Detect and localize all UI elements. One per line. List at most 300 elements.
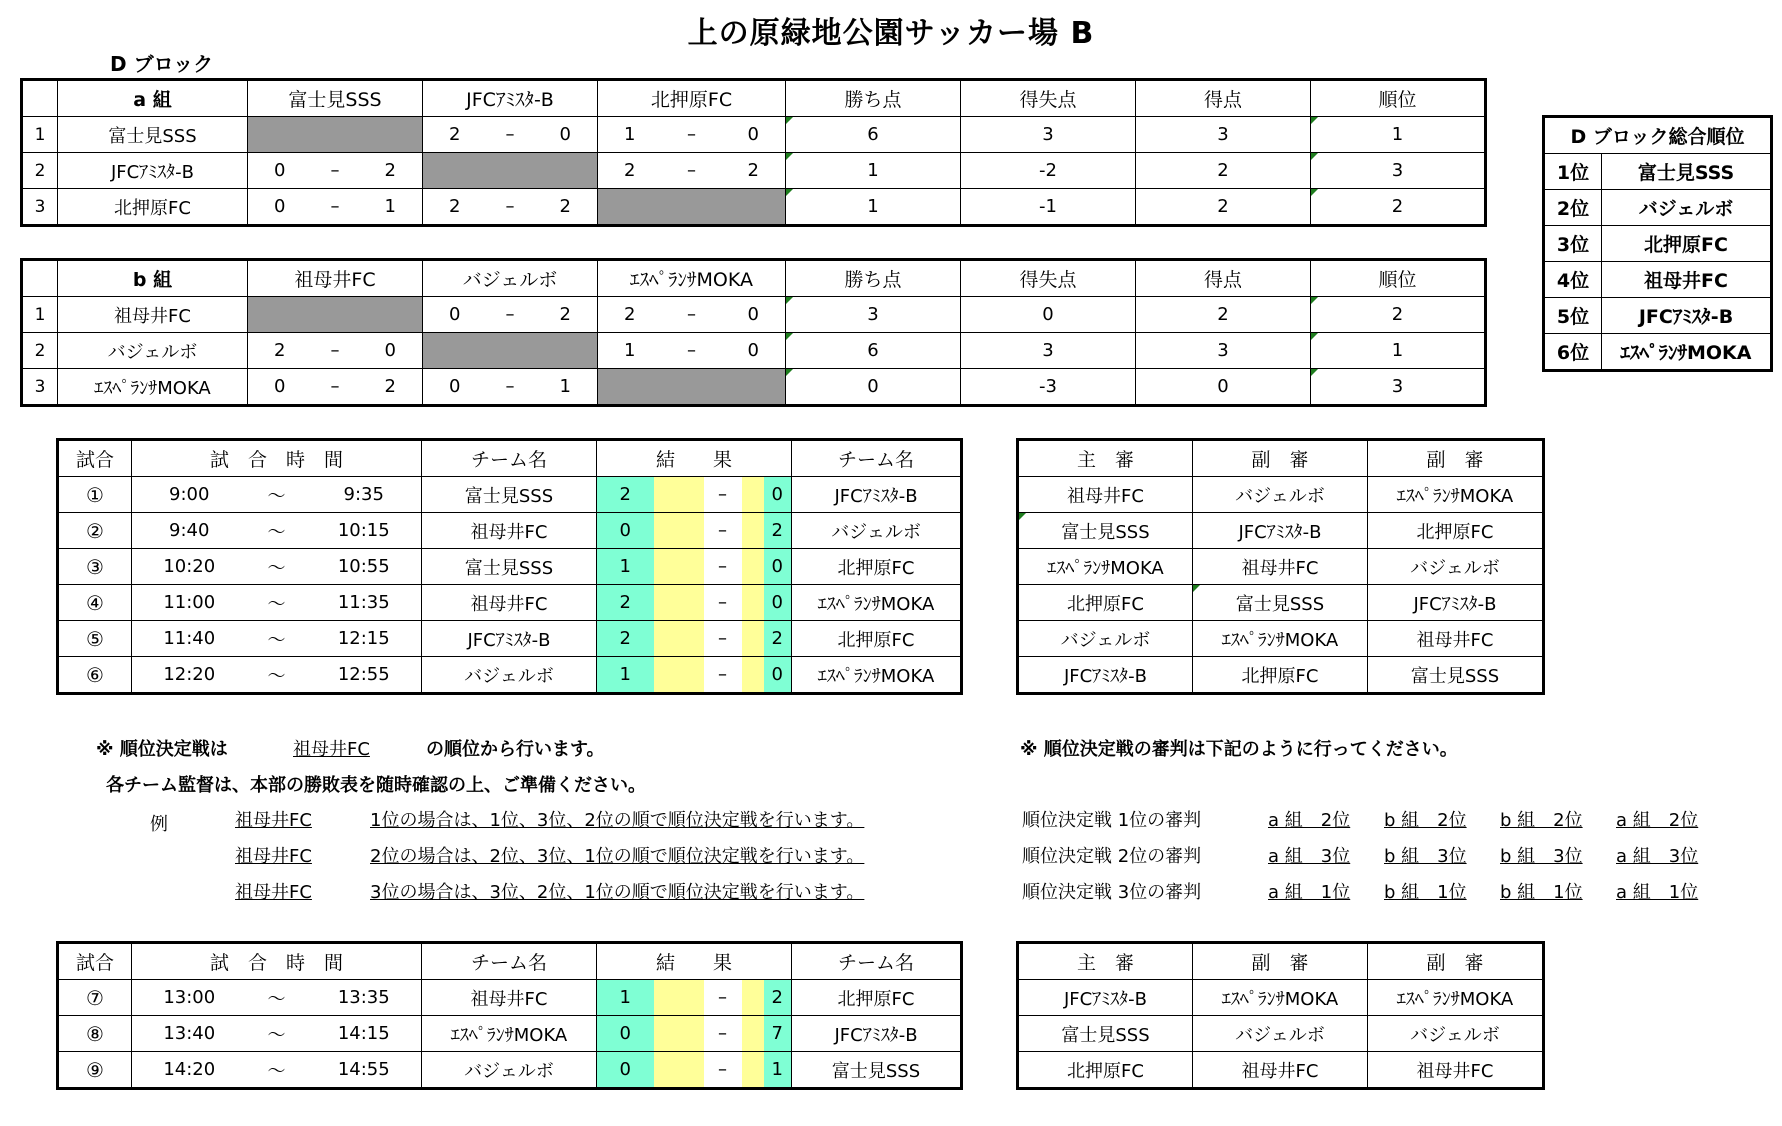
group-row <box>22 189 1486 226</box>
game-number: ⑤ <box>58 621 132 657</box>
end-time: 14:15 <box>307 1016 422 1052</box>
col-header: 得点 <box>1136 80 1311 117</box>
team-header: チーム名 <box>792 943 962 980</box>
sub-ref-header: 副 審 <box>1368 440 1544 477</box>
referee-assign-value: a 組 2位 <box>1268 810 1351 831</box>
main-referee: 祖母井FC <box>1018 477 1193 513</box>
start-time: 9:00 <box>132 477 247 513</box>
score-gap <box>654 657 704 694</box>
away-score-value: 0 <box>771 484 783 505</box>
away-score-value: 0 <box>771 592 783 613</box>
score-part: 2 <box>624 304 636 325</box>
ranking-note-team: 祖母井FC <box>293 739 370 760</box>
score-part: 2 <box>384 376 396 397</box>
main-referee: 富士見SSS <box>1018 513 1193 549</box>
score <box>423 196 597 217</box>
score <box>423 124 597 145</box>
score-part: 0 <box>449 376 461 397</box>
referee-row <box>1018 980 1544 1016</box>
referee-assign-label: 順位決定戦 1位の審判 <box>1022 810 1202 831</box>
main-referee: バジェルボ <box>1018 621 1193 657</box>
result-cell <box>248 369 423 406</box>
match-row <box>58 1016 962 1052</box>
col-header: ｴｽﾍﾟﾗﾝｻMOKA <box>598 260 786 297</box>
score-gap <box>654 980 704 1016</box>
home-team: 祖母井FC <box>422 513 597 549</box>
home-score: 2 <box>597 477 654 513</box>
home-score: 0 <box>597 1016 654 1052</box>
score-gap <box>654 1016 704 1052</box>
col-header: 順位 <box>1311 80 1486 117</box>
away-score-value: 2 <box>771 520 783 541</box>
match-row <box>58 657 962 694</box>
sub-referee: 祖母井FC <box>1193 549 1368 585</box>
goals: 0 <box>1136 369 1311 406</box>
score-part: 1 <box>384 196 396 217</box>
score-gap <box>654 513 704 549</box>
points: 1 <box>786 189 961 226</box>
referee-row <box>1018 585 1544 621</box>
score-part: 0 <box>274 160 286 181</box>
result-cell <box>598 333 786 369</box>
sub-referee: ｴｽﾍﾟﾗﾝｻMOKA <box>1368 477 1544 513</box>
rank: 2 <box>1311 297 1486 333</box>
sub-referee: 富士見SSS <box>1193 585 1368 621</box>
match-table-2 <box>56 941 963 1090</box>
score-dash: – <box>704 585 742 621</box>
away-score-value: 0 <box>771 664 783 685</box>
referee-assign-value: a 組 3位 <box>1616 846 1699 867</box>
example-label: 例 <box>150 814 168 835</box>
game-number: ④ <box>58 585 132 621</box>
sub-referee: バジェルボ <box>1368 549 1544 585</box>
row-number: 3 <box>22 189 58 226</box>
score-part: 2 <box>559 196 571 217</box>
ranking-note-suffix: の順位から行います。 <box>426 739 605 760</box>
away-score-value: 7 <box>771 1023 783 1044</box>
score-part: 0 <box>274 376 286 397</box>
match-row <box>58 549 962 585</box>
self-cell <box>248 297 423 333</box>
group-b-label: b 組 <box>58 260 248 297</box>
start-time: 11:00 <box>132 585 247 621</box>
referee-assign-value: b 組 3位 <box>1500 846 1583 867</box>
referee-table-2 <box>1016 941 1545 1090</box>
result-cell <box>248 153 423 189</box>
result-cell <box>598 117 786 153</box>
score-part: – <box>505 196 515 217</box>
away-team: ｴｽﾍﾟﾗﾝｻMOKA <box>792 585 962 621</box>
referee-row <box>1018 477 1544 513</box>
game-number: ② <box>58 513 132 549</box>
overall-team: 北押原FC <box>1602 226 1772 262</box>
self-cell <box>248 117 423 153</box>
start-time: 10:20 <box>132 549 247 585</box>
score-part: – <box>687 340 696 361</box>
sub-referee: ｴｽﾍﾟﾗﾝｻMOKA <box>1193 980 1368 1016</box>
page-title: 上の原緑地公園サッカー場 B <box>687 16 1095 51</box>
time-header: 試 合 時 間 <box>132 943 422 980</box>
away-team: 富士見SSS <box>792 1052 962 1089</box>
score <box>248 160 422 181</box>
ranking-note-prefix: ※ 順位決定戦は <box>96 739 228 760</box>
referee-table-1 <box>1016 438 1545 695</box>
end-time: 9:35 <box>307 477 422 513</box>
home-team: JFCｱﾐｽﾀ-B <box>422 621 597 657</box>
home-score: 0 <box>597 1052 654 1089</box>
referee-assign-value: b 組 3位 <box>1384 846 1467 867</box>
overall-ranking-table <box>1542 115 1773 372</box>
team-header: チーム名 <box>422 943 597 980</box>
referee-assign-value: a 組 3位 <box>1268 846 1351 867</box>
row-number: 2 <box>22 153 58 189</box>
sub-ref-header: 副 審 <box>1193 440 1368 477</box>
points: 3 <box>786 297 961 333</box>
away-team: 北押原FC <box>792 980 962 1016</box>
result-cell <box>423 117 598 153</box>
group-row <box>22 297 1486 333</box>
score-part: – <box>330 340 340 361</box>
col-header: バジェルボ <box>423 260 598 297</box>
start-time: 13:40 <box>132 1016 247 1052</box>
score-part: – <box>687 124 696 145</box>
away-score-value: 1 <box>771 1059 783 1080</box>
row-number: 2 <box>22 333 58 369</box>
score-dash: – <box>704 513 742 549</box>
tilde: ～ <box>247 477 307 513</box>
overall-header: D ブロック総合順位 <box>1544 117 1772 154</box>
sub-referee: ｴｽﾍﾟﾗﾝｻMOKA <box>1193 621 1368 657</box>
game-number: ⑦ <box>58 980 132 1016</box>
score-part: – <box>330 376 340 397</box>
score-part: – <box>687 304 696 325</box>
score-gap <box>654 585 704 621</box>
main-referee: ｴｽﾍﾟﾗﾝｻMOKA <box>1018 549 1193 585</box>
game-number: ③ <box>58 549 132 585</box>
rank: 3 <box>1311 369 1486 406</box>
score-dash: – <box>704 980 742 1016</box>
group-b-table <box>20 258 1487 407</box>
overall-team: 富士見SSS <box>1602 154 1772 190</box>
tilde: ～ <box>247 585 307 621</box>
tilde: ～ <box>247 980 307 1016</box>
main-referee: 北押原FC <box>1018 1052 1193 1089</box>
goal-diff: -3 <box>961 369 1136 406</box>
game-header: 試合 <box>58 943 132 980</box>
home-team: 祖母井FC <box>422 585 597 621</box>
home-score: 1 <box>597 657 654 694</box>
away-score <box>742 477 792 513</box>
score-part: 0 <box>559 124 571 145</box>
self-cell <box>598 369 786 406</box>
team-name: 北押原FC <box>58 189 248 226</box>
score <box>598 160 785 181</box>
away-score <box>742 1052 792 1089</box>
score <box>598 124 785 145</box>
game-number: ⑧ <box>58 1016 132 1052</box>
col-header: 勝ち点 <box>786 260 961 297</box>
home-score: 1 <box>597 549 654 585</box>
referee-assign-value: b 組 1位 <box>1500 882 1583 903</box>
score-part: 0 <box>747 340 759 361</box>
result-header: 結 果 <box>597 440 792 477</box>
goal-diff: 3 <box>961 117 1136 153</box>
referee-assign-label: 順位決定戦 2位の審判 <box>1022 846 1202 867</box>
overall-row <box>1544 334 1772 371</box>
match-row <box>58 980 962 1016</box>
away-score <box>742 549 792 585</box>
score-gap <box>654 1052 704 1089</box>
sub-referee: JFCｱﾐｽﾀ-B <box>1193 513 1368 549</box>
example-text: 2位の場合は、2位、3位、1位の順で順位決定戦を行います。 <box>370 846 865 867</box>
away-score-value: 2 <box>771 628 783 649</box>
start-time: 12:20 <box>132 657 247 694</box>
away-score-value: 2 <box>771 987 783 1008</box>
score-part: 2 <box>384 160 396 181</box>
score-part: 0 <box>384 340 396 361</box>
score-dash: – <box>704 657 742 694</box>
home-score: 0 <box>597 513 654 549</box>
match-row <box>58 1052 962 1089</box>
overall-row <box>1544 298 1772 334</box>
team-name: バジェルボ <box>58 333 248 369</box>
col-header: 得失点 <box>961 260 1136 297</box>
score-dash: – <box>704 621 742 657</box>
game-number: ⑨ <box>58 1052 132 1089</box>
start-time: 11:40 <box>132 621 247 657</box>
score <box>423 304 597 325</box>
away-score <box>742 585 792 621</box>
start-time: 14:20 <box>132 1052 247 1089</box>
points: 6 <box>786 117 961 153</box>
group-a-table <box>20 78 1487 227</box>
time-header: 試 合 時 間 <box>132 440 422 477</box>
referee-assign-value: b 組 1位 <box>1384 882 1467 903</box>
goals: 3 <box>1136 333 1311 369</box>
team-name: 富士見SSS <box>58 117 248 153</box>
main-referee: JFCｱﾐｽﾀ-B <box>1018 980 1193 1016</box>
score-dash: – <box>704 1052 742 1089</box>
score-part: 0 <box>747 124 759 145</box>
col-header: 勝ち点 <box>786 80 961 117</box>
end-time: 10:15 <box>307 513 422 549</box>
end-time: 11:35 <box>307 585 422 621</box>
match-row <box>58 477 962 513</box>
group-row <box>22 117 1486 153</box>
score-part: 0 <box>449 304 461 325</box>
score <box>598 304 785 325</box>
away-score <box>742 1016 792 1052</box>
away-team: 北押原FC <box>792 549 962 585</box>
sub-referee: 祖母井FC <box>1368 621 1544 657</box>
score-dash: – <box>704 1016 742 1052</box>
score-part: 1 <box>559 376 571 397</box>
end-time: 14:55 <box>307 1052 422 1089</box>
result-cell <box>423 369 598 406</box>
referee-assign-value: a 組 1位 <box>1616 882 1699 903</box>
overall-rank: 1位 <box>1544 154 1602 190</box>
referee-assign-label: 順位決定戦 3位の審判 <box>1022 882 1202 903</box>
example-team: 祖母井FC <box>235 846 312 867</box>
home-team: 富士見SSS <box>422 549 597 585</box>
block-label: D ブロック <box>110 52 214 76</box>
referee-note: ※ 順位決定戦の審判は下記のように行ってください。 <box>1020 739 1458 760</box>
sub-referee: 富士見SSS <box>1368 657 1544 694</box>
self-cell <box>423 153 598 189</box>
away-score <box>742 657 792 694</box>
game-number: ① <box>58 477 132 513</box>
score <box>248 340 422 361</box>
away-score-value: 0 <box>771 556 783 577</box>
example-text: 3位の場合は、3位、2位、1位の順で順位決定戦を行います。 <box>370 882 865 903</box>
match-row <box>58 585 962 621</box>
away-team: JFCｱﾐｽﾀ-B <box>792 1016 962 1052</box>
home-team: バジェルボ <box>422 657 597 694</box>
overall-team: バジェルボ <box>1602 190 1772 226</box>
score-part: 2 <box>274 340 286 361</box>
main-referee: 富士見SSS <box>1018 1016 1193 1052</box>
score-dash: – <box>704 477 742 513</box>
away-team: 北押原FC <box>792 621 962 657</box>
example-team: 祖母井FC <box>235 882 312 903</box>
end-time: 12:15 <box>307 621 422 657</box>
goals: 3 <box>1136 117 1311 153</box>
goal-diff: 3 <box>961 333 1136 369</box>
referee-row <box>1018 549 1544 585</box>
score-part: – <box>505 376 515 397</box>
sub-ref-header: 副 審 <box>1368 943 1544 980</box>
sub-referee: 北押原FC <box>1193 657 1368 694</box>
away-team: JFCｱﾐｽﾀ-B <box>792 477 962 513</box>
overall-rank: 3位 <box>1544 226 1602 262</box>
score-part: – <box>687 160 696 181</box>
sub-referee: 北押原FC <box>1368 513 1544 549</box>
score-part: – <box>505 304 515 325</box>
team-header: チーム名 <box>422 440 597 477</box>
goal-diff: -2 <box>961 153 1136 189</box>
start-time: 9:40 <box>132 513 247 549</box>
goals: 2 <box>1136 153 1311 189</box>
match-table-1 <box>56 438 963 695</box>
group-row <box>22 369 1486 406</box>
overall-rank: 2位 <box>1544 190 1602 226</box>
score-part: 1 <box>624 340 636 361</box>
score-part: – <box>330 196 340 217</box>
col-header: 北押原FC <box>598 80 786 117</box>
match-row <box>58 513 962 549</box>
score-dash: – <box>704 549 742 585</box>
score-part: 2 <box>449 196 461 217</box>
goals: 2 <box>1136 189 1311 226</box>
referee-assign-value: a 組 2位 <box>1616 810 1699 831</box>
overall-row <box>1544 262 1772 298</box>
result-cell <box>423 189 598 226</box>
sub-referee: バジェルボ <box>1193 1016 1368 1052</box>
score-part: 0 <box>274 196 286 217</box>
score <box>423 376 597 397</box>
referee-assign-value: a 組 1位 <box>1268 882 1351 903</box>
away-team: ｴｽﾍﾟﾗﾝｻMOKA <box>792 657 962 694</box>
overall-team: ｴｽﾍﾟﾗﾝｻMOKA <box>1602 334 1772 371</box>
overall-row <box>1544 226 1772 262</box>
tilde: ～ <box>247 621 307 657</box>
goals: 2 <box>1136 297 1311 333</box>
score-part: 2 <box>449 124 461 145</box>
main-ref-header: 主 審 <box>1018 943 1193 980</box>
sub-ref-header: 副 審 <box>1193 943 1368 980</box>
row-number: 1 <box>22 297 58 333</box>
referee-assign-value: b 組 2位 <box>1384 810 1467 831</box>
col-header: 得点 <box>1136 260 1311 297</box>
tilde: ～ <box>247 549 307 585</box>
end-time: 12:55 <box>307 657 422 694</box>
col-header: 順位 <box>1311 260 1486 297</box>
tilde: ～ <box>247 1052 307 1089</box>
away-score <box>742 980 792 1016</box>
referee-row <box>1018 513 1544 549</box>
sub-referee: 祖母井FC <box>1193 1052 1368 1089</box>
row-number: 1 <box>22 117 58 153</box>
result-cell <box>598 153 786 189</box>
referee-row <box>1018 1016 1544 1052</box>
tilde: ～ <box>247 513 307 549</box>
home-team: バジェルボ <box>422 1052 597 1089</box>
group-a-label: a 組 <box>58 80 248 117</box>
rank: 3 <box>1311 153 1486 189</box>
col-header: JFCｱﾐｽﾀ-B <box>423 80 598 117</box>
team-header: チーム名 <box>792 440 962 477</box>
referee-row <box>1018 1052 1544 1089</box>
overall-team: 祖母井FC <box>1602 262 1772 298</box>
managers-note: 各チーム監督は、本部の勝敗表を随時確認の上、ご準備ください。 <box>106 775 646 796</box>
overall-rank: 6位 <box>1544 334 1602 371</box>
col-header: 得失点 <box>961 80 1136 117</box>
score-part: 2 <box>624 160 636 181</box>
goal-diff: -1 <box>961 189 1136 226</box>
overall-row <box>1544 190 1772 226</box>
sub-referee: 祖母井FC <box>1368 1052 1544 1089</box>
tilde: ～ <box>247 657 307 694</box>
group-row <box>22 333 1486 369</box>
col-header: 祖母井FC <box>248 260 423 297</box>
home-team: 富士見SSS <box>422 477 597 513</box>
score-part: – <box>505 124 515 145</box>
score-gap <box>654 621 704 657</box>
match-row <box>58 621 962 657</box>
overall-row <box>1544 154 1772 190</box>
away-team: バジェルボ <box>792 513 962 549</box>
sub-referee: ｴｽﾍﾟﾗﾝｻMOKA <box>1368 980 1544 1016</box>
points: 1 <box>786 153 961 189</box>
self-cell <box>423 333 598 369</box>
score-gap <box>654 477 704 513</box>
col-header: 富士見SSS <box>248 80 423 117</box>
score <box>248 196 422 217</box>
referee-row <box>1018 621 1544 657</box>
result-cell <box>248 189 423 226</box>
main-ref-header: 主 審 <box>1018 440 1193 477</box>
result-cell <box>423 297 598 333</box>
start-time: 13:00 <box>132 980 247 1016</box>
sub-referee: バジェルボ <box>1368 1016 1544 1052</box>
example-team: 祖母井FC <box>235 810 312 831</box>
referee-row <box>1018 657 1544 694</box>
home-score: 2 <box>597 585 654 621</box>
team-name: ｴｽﾍﾟﾗﾝｻMOKA <box>58 369 248 406</box>
overall-rank: 4位 <box>1544 262 1602 298</box>
team-name: JFCｱﾐｽﾀ-B <box>58 153 248 189</box>
rank: 2 <box>1311 189 1486 226</box>
